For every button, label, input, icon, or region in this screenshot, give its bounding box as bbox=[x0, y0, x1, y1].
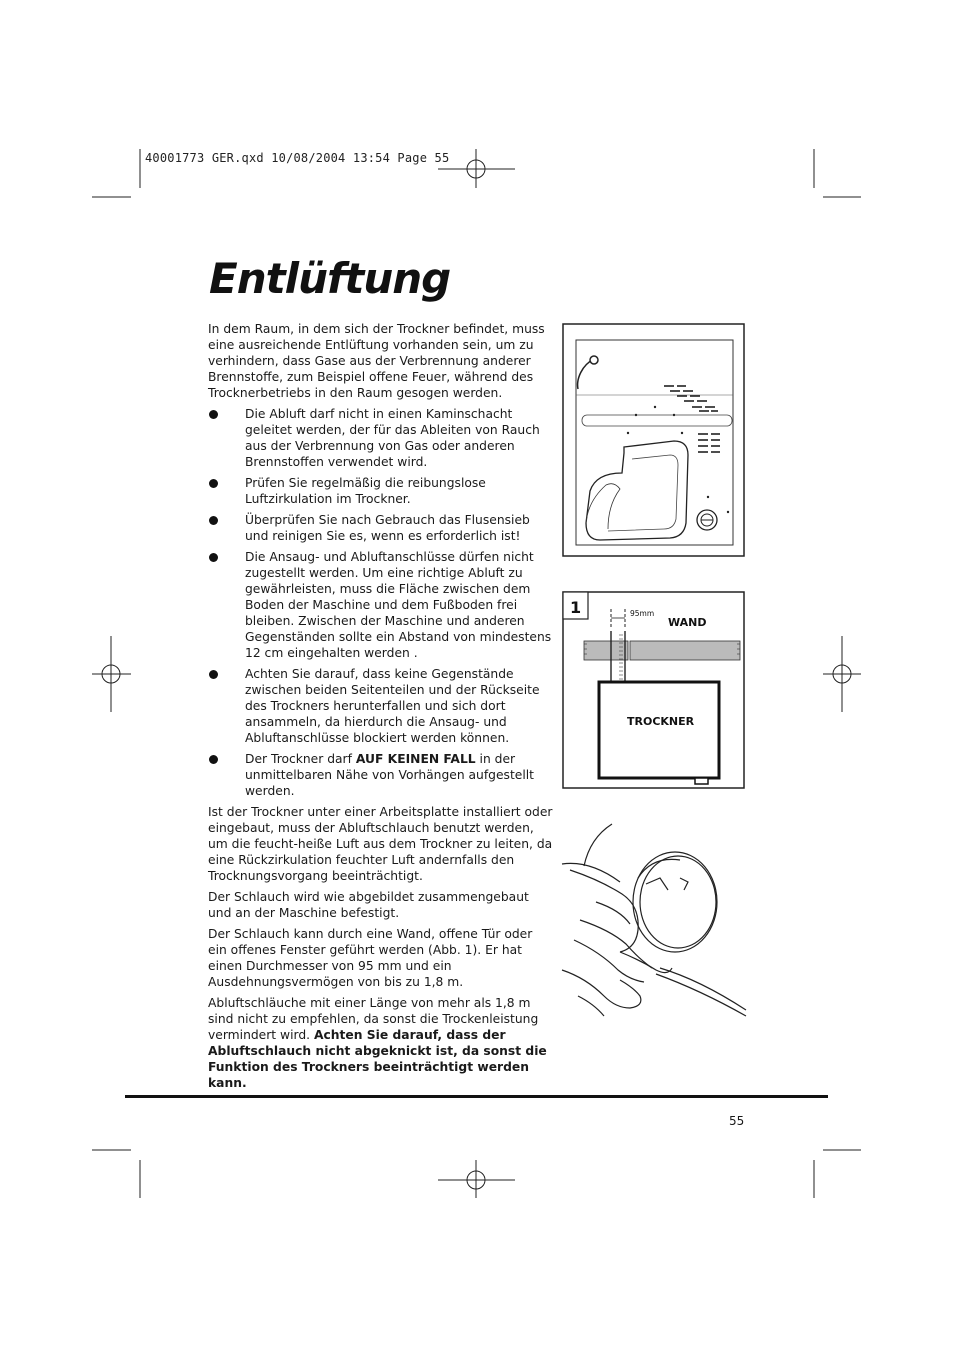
intro-paragraph: In dem Raum, in dem sich der Trockner befindet, muss eine ausreichende Entlüftung vorhanden sein, um zu verhindern, dass Gase aus der Verbrennung anderer Brennstoffe, zum Beispiel offene Feuer, während des Trocknerbetriebs in den Raum gesogen werden. bbox=[208, 322, 545, 400]
dryer-front-illustration bbox=[562, 323, 746, 558]
figure-number: 1 bbox=[570, 598, 582, 617]
dimension-label: 95mm bbox=[630, 609, 655, 618]
list-item: Die Ansaug- und Abluftanschlüsse dürfen nicht zugestellt werden. Um eine richtige Abluft zu gewährleisten, muss die Fläche zwischen dem Boden der Maschine und dem Fußboden frei bleiben. Zwischen der Maschine und anderen Gegenständen sollte ein Abstand von mindestens 12 cm eingehalten werden . bbox=[208, 549, 553, 661]
paragraph-hose: Der Schlauch kann durch eine Wand, offene Tür oder ein offenes Fenster geführt werden (Abb. 1). Er hat einen Durchmesser von 95 mm und ein Ausdehnungsvermögen von bis zu 1,8 m. bbox=[208, 927, 533, 989]
bullet-icon bbox=[209, 670, 218, 679]
file-slug: 40001773 GER.qxd 10/08/2004 13:54 Page 55 bbox=[145, 151, 450, 165]
list-item: Überprüfen Sie nach Gebrauch das Flusensieb und reinigen Sie es, wenn es erforderlich ist! bbox=[208, 512, 553, 544]
paragraph-warning: Abluftschläuche mit einer Länge von mehr als 1,8 m sind nicht zu empfehlen, da sonst die Trockenleistung vermindert wird. Achten Sie darauf, dass der Abluftschlauch nicht abgeknickt ist, da sonst die Funktion des Trockners beeinträchtigt werden kann. bbox=[208, 996, 547, 1090]
bullet-icon bbox=[209, 479, 218, 488]
figure-1-wall-diagram bbox=[562, 591, 746, 790]
bullet-list bbox=[208, 406, 553, 799]
bullet-icon bbox=[209, 410, 218, 419]
paragraph-worktop: Ist der Trockner unter einer Arbeitsplatte installiert oder eingebaut, muss der Abluftschlauch benutzt werden, um die feucht-heiße Luft aus dem Trockner zu leiten, da eine Rückzirkulation feuchter Luft andernfalls den Trocknungsvorgang beeinträchtigt. bbox=[208, 805, 553, 883]
list-item: Die Abluft darf nicht in einen Kaminschacht geleitet werden, der für das Ableiten von Rauch aus der Verbrennung von Gas oder anderen Brennstoffen verwendet wird. bbox=[208, 406, 553, 470]
body-text-column bbox=[208, 321, 553, 1096]
list-item: Der Trockner darf AUF KEINEN FALL in der unmittelbaren Nähe von Vorhängen aufgestellt werden. bbox=[208, 751, 553, 799]
wall-label: WAND bbox=[668, 616, 707, 629]
page-number: 55 bbox=[729, 1114, 745, 1128]
bullet-icon bbox=[209, 516, 218, 525]
paragraph-assembly: Der Schlauch wird wie abgebildet zusammengebaut und an der Maschine befestigt. bbox=[208, 890, 529, 920]
bullet-icon bbox=[209, 755, 218, 764]
bullet-icon bbox=[209, 553, 218, 562]
hose-attachment-illustration bbox=[560, 820, 750, 1025]
list-item: Prüfen Sie regelmäßig die reibungslose Luftzirkulation im Trockner. bbox=[208, 475, 553, 507]
list-item: Achten Sie darauf, dass keine Gegenstände zwischen beiden Seitenteilen und der Rückseite des Trockners herunterfallen und sich dort ansammeln, da hierdurch die Ansaug- und Abluftanschlüsse blockiert werden können. bbox=[208, 666, 553, 746]
dryer-label: TROCKNER bbox=[627, 715, 695, 728]
footer-rule bbox=[125, 1095, 828, 1098]
page-title: Entlüftung bbox=[209, 254, 451, 303]
